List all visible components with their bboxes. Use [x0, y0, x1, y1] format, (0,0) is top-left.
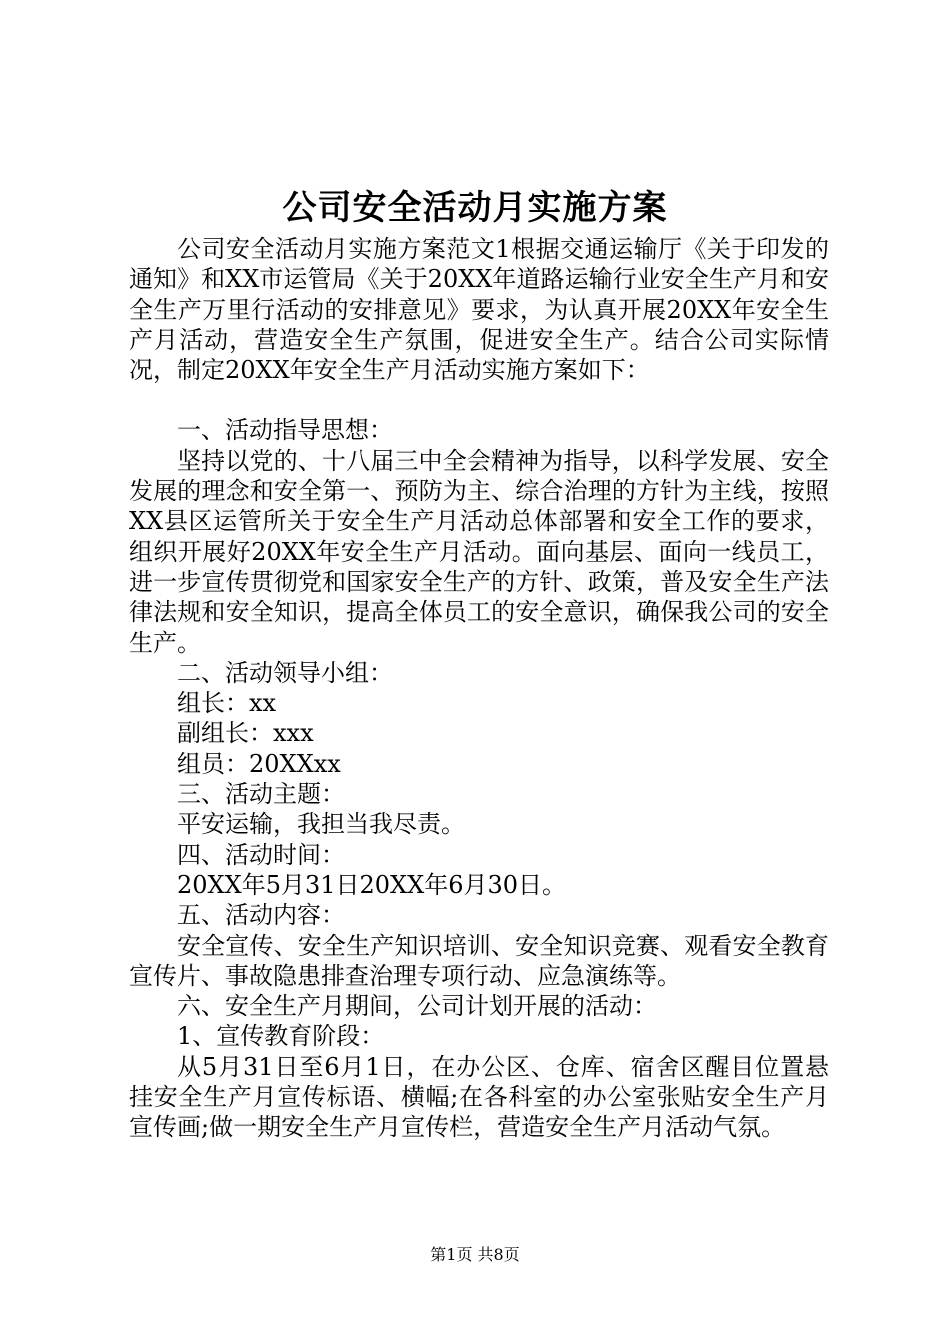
document-body	[129, 234, 829, 1143]
section-heading-time: 四、活动时间：	[177, 840, 345, 869]
section-heading-theme: 三、活动主题：	[177, 780, 345, 809]
guiding-thought-paragraph: 坚持以党的、十八届三中全会精神为指导，以科学发展、安全发展的理念和安全第一、预防为主、综合治理的方针为主线，按照XX县区运管所关于安全生产月活动总体部署和安全工作的要求，组织开展好20XX年安全生产月活动。面向基层、面向一线员工，进一步宣传贯彻党和国家安全生产的方针、政策，普及安全生产法律法规和安全知识，提高全体员工的安全意识，确保我公司的安全生产。	[129, 446, 829, 657]
section-heading-content: 五、活动内容：	[177, 901, 345, 930]
group-leader-line: 组长：xx	[177, 689, 277, 718]
section-heading-guiding-thought: 一、活动指导思想：	[177, 416, 393, 445]
time-line: 20XX年5月31日20XX年6月30日。	[177, 870, 567, 899]
document-title: 公司安全活动月实施方案	[282, 188, 668, 228]
subheading-publicity-stage: 1、宣传教育阶段：	[177, 1022, 385, 1051]
page-footer: 第1页 共8页	[430, 1245, 520, 1264]
group-members-line: 组员：20XXxx	[177, 749, 341, 778]
theme-line: 平安运输，我担当我尽责。	[177, 810, 465, 839]
content-paragraph: 安全宣传、安全生产知识培训、安全知识竞赛、观看安全教育宣传片、事故隐患排查治理专项行动、应急演练等。	[129, 931, 829, 990]
publicity-stage-paragraph: 从5月31日至6月1日，在办公区、仓库、宿舍区醒目位置悬挂安全生产月宣传标语、横幅;在各科室的办公室张贴安全生产月宣传画;做一期安全生产月宣传栏，营造安全生产月活动气氛。	[129, 1052, 829, 1142]
deputy-leader-line: 副组长：xxx	[177, 719, 314, 748]
section-heading-planned-activities: 六、安全生产月期间，公司计划开展的活动：	[177, 992, 657, 1021]
intro-paragraph: 公司安全活动月实施方案范文1根据交通运输厅《关于印发的通知》和XX市运管局《关于20XX年道路运输行业安全生产月和安全生产万里行活动的安排意见》要求，为认真开展20XX年安全生产月活动，营造安全生产氛围，促进安全生产。结合公司实际情况，制定20XX年安全生产月活动实施方案如下：	[129, 235, 829, 385]
section-heading-leadership-group: 二、活动领导小组：	[177, 658, 393, 687]
